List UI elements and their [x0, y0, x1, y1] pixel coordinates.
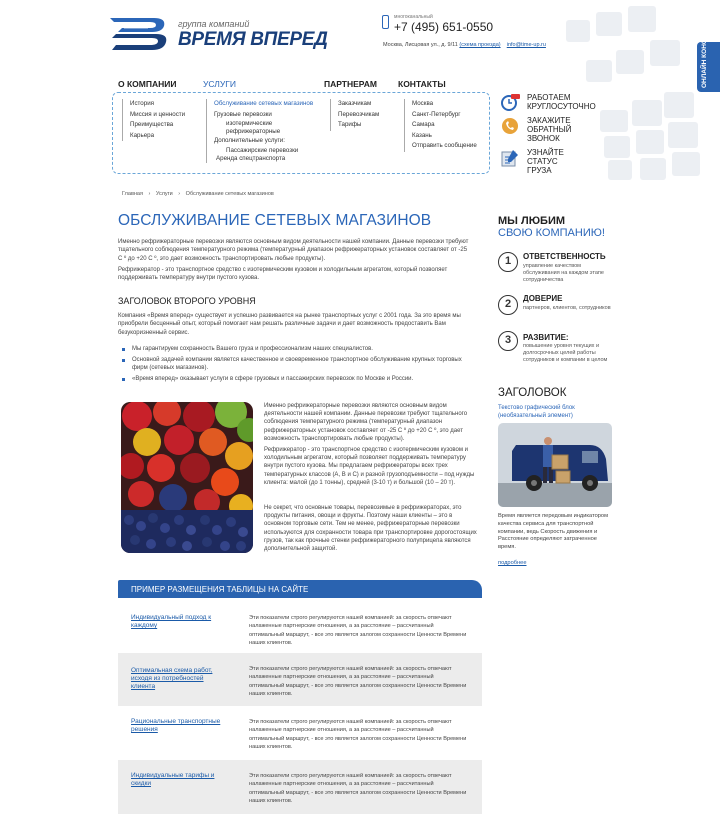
photo-paragraph-2: Рефрижератор - это транспортное средство с изотермическим кузовом и холодильным агрегатом, который позволяет поддерживать температуру внутри пустого кузова. Мы предлагаем рефрижераторы всех трех температурных классов (А, В и С) и разной грузоподъемности – под нужды клиента: малой (до 1 тонны), средней (3-10 т) и большой (10 – 20 т).	[264, 447, 475, 486]
company-paragraph: Компания «Время вперед» существует и успешно развивается на рынке транспортных услуг с 2001 года. За это время мы приобрели бесценный опыт, который помогает нам решать различные задачи и дает возможность предоставить Вам безукоризненный сервис.	[118, 313, 461, 336]
value-number-badge: 2	[498, 295, 518, 315]
nav-item-advantages[interactable]: Преимущества	[120, 120, 185, 131]
more-link[interactable]: подробнее	[498, 560, 527, 566]
refrigerator-paragraph: Рефрижератор - это транспортное средство с изотермическим кузовом и холодильным агрегатом, который позволяет поддерживать температуру внутри пустого кузова.	[118, 267, 448, 282]
row-link[interactable]: Индивидуальный подход к каждому	[131, 614, 212, 630]
list-item: Мы гарантируем сохранность Вашего груза и профессионализм наших специалистов.	[118, 345, 470, 353]
value-text: управление качеством обслуживания на каждом этапе сотрудничества	[523, 263, 604, 283]
address-text: Москва, Лисцовая ул., д. 9/11	[383, 42, 458, 48]
photo-paragraph-1: Именно рефрижераторные перевозки являются основным видом деятельности нашей компании. Данные перевозки требуют тщательного соблюдения температурного режима (температурный диапазон рефрижераторных установок составляет от -25 С º до +20 С º, это дает возможность транспортировать любые продукты).	[264, 403, 468, 442]
nav-item-cargo[interactable]: Грузовые перевозки	[204, 110, 313, 121]
email-link[interactable]: info@time-up.ru	[506, 42, 546, 48]
fruits-photo	[121, 402, 253, 553]
values-subheading: СВОЮ КОМПАНИЮ!	[498, 227, 605, 239]
nav-partners[interactable]: ПАРТНЕРАМ	[324, 79, 377, 89]
breadcrumb	[122, 191, 278, 197]
map-link[interactable]: (схема проезда)	[459, 42, 501, 48]
value-number-badge: 3	[498, 331, 518, 351]
values-heading: МЫ ЛЮБИМ	[498, 215, 566, 227]
value-text: партнеров, клиентов, сотрудников	[523, 305, 611, 311]
phone-number: +7 (495) 651-0550	[394, 20, 494, 34]
nav-contacts[interactable]: КОНТАКТЫ	[398, 79, 446, 89]
phone-caption: многоканальный	[394, 14, 433, 20]
nav-item-rental[interactable]: Аренда спецтранспорта	[204, 155, 313, 163]
crumb-services[interactable]: Услуги	[155, 191, 173, 197]
crumb-sep: ›	[148, 191, 151, 197]
quick-link-callback-l1: ЗАКАЖИТЕ	[527, 116, 571, 125]
table-row	[118, 760, 482, 814]
row-link[interactable]: Рациональные транспортные решения	[131, 718, 221, 734]
row-link[interactable]: Оптимальная схема работ, исходя из потребностей клиента	[131, 667, 213, 691]
row-link[interactable]: Индивидуальные тарифы и скидки	[131, 772, 215, 788]
logo-icon[interactable]	[108, 14, 170, 54]
quick-link-status-l2: СТАТУС	[527, 157, 558, 166]
nav-col-contacts	[402, 99, 477, 152]
nav-item-career[interactable]: Карьера	[120, 131, 185, 142]
quick-link-status[interactable]	[500, 148, 610, 178]
page-title: ОБСЛУЖИВАНИЕ СЕТЕВЫХ МАГАЗИНОВ	[118, 212, 432, 229]
value-title: ОТВЕТСТВЕННОСТЬ	[523, 252, 606, 261]
photo-paragraph-3: Не секрет, что основные товары, перевозимые в рефрижераторах, это продукты питания, овощи и фрукты. Поэтому наши клиенты – это в основном торговые сети. Тем не менее, рефрижераторные перевозки используются для сохранности товара при транспортировке дорогостоящих грузов, так как прочные стенки рефрижераторного полуприцепа являются дополнительной защитой.	[264, 505, 477, 553]
phone-callback-icon	[500, 116, 520, 134]
nav-item-isothermal[interactable]: изотермические	[204, 120, 313, 128]
nav-item-samara[interactable]: Самара	[402, 120, 477, 131]
nav-item-kazan[interactable]: Казань	[402, 131, 477, 142]
value-title: РАЗВИТИЕ:	[523, 333, 569, 342]
row-text: Эти показатели строго регулируются нашей компанией: за скорость отвечают налаженные партнерские отношения, а за расстояние – рассчитанный оптимальный маршрут, - все это является залогом сохранности Ценности Времени наших клиентов.	[249, 666, 467, 697]
row-text: Эти показатели строго регулируются нашей компанией: за скорость отвечают налаженные партнерские отношения, а за расстояние – рассчитанный оптимальный маршрут, - все это является залогом сохранности Ценности Времени наших клиентов.	[249, 773, 467, 804]
table-row	[118, 598, 482, 653]
nav-item-tariffs[interactable]: Тарифы	[328, 120, 379, 131]
nav-item-customers[interactable]: Заказчикам	[328, 99, 379, 110]
nav-item-spb[interactable]: Санкт-Петербург	[402, 110, 477, 121]
cargo-status-icon	[500, 148, 520, 166]
nav-item-chain-stores[interactable]: Обслуживание сетевых магазинов	[204, 99, 313, 110]
quick-link-status-l1: УЗНАЙТЕ	[527, 148, 564, 157]
list-item: Основной задачей компании является качественное и своевременное транспортное обслуживание крупных торговых фирм (сетевых магазинов).	[118, 356, 470, 373]
nav-col-services	[204, 99, 313, 163]
nav-item-refrigerated[interactable]: рефрижераторные	[204, 128, 313, 136]
clock-24-icon	[500, 93, 520, 111]
quick-link-24h-l1: РАБОТАЕМ	[527, 93, 571, 102]
van-photo	[498, 423, 612, 507]
quick-link-24h[interactable]	[500, 93, 610, 115]
nav-item-send-message[interactable]: Отправить сообщение	[402, 141, 477, 152]
aside-paragraph: Время является передовым индикатором качества сервиса для транспортной компании, ведь Скорость движения и Расстояние определяют затраченное время.	[498, 513, 609, 551]
row-text: Эти показатели строго регулируются нашей компанией: за скорость отвечают налаженные партнерские отношения, а за расстояние – рассчитанный оптимальный маршрут, - все это является залогом сохранности Ценности Времени наших клиентов.	[249, 615, 467, 646]
list-item: «Время вперед» оказывает услуги в сфере грузовых и пассажирских перевозок по Москве и России.	[118, 375, 470, 383]
quick-link-24h-l2: КРУГЛОСУТОЧНО	[527, 102, 596, 111]
nav-item-passenger[interactable]: Пассажирские перевозки	[204, 147, 313, 155]
bullet-list	[118, 345, 470, 386]
nav-col-partners	[328, 99, 379, 131]
crumb-sep: ›	[178, 191, 181, 197]
nav-item-history[interactable]: История	[120, 99, 185, 110]
logo-subtitle: группа компаний	[178, 19, 250, 29]
crumb-home[interactable]: Главная	[122, 191, 143, 197]
online-consultant-label: ОНЛАЙН КОНСУЛЬТАНТ	[701, 10, 708, 88]
nav-item-mission[interactable]: Миссия и ценности	[120, 110, 185, 121]
nav-item-moscow[interactable]: Москва	[402, 99, 477, 110]
value-title: ДОВЕРИЕ	[523, 294, 563, 303]
online-consultant-tab[interactable]	[697, 10, 720, 92]
nav-services[interactable]: УСЛУГИ	[203, 79, 236, 89]
quick-link-callback-l2: ОБРАТНЫЙ	[527, 125, 572, 134]
nav-about[interactable]: О КОМПАНИИ	[118, 79, 177, 89]
address	[383, 42, 546, 48]
mobile-phone-icon	[382, 15, 389, 29]
nav-item-carriers[interactable]: Перевозчикам	[328, 110, 379, 121]
table-row	[118, 706, 482, 760]
table-row	[118, 653, 482, 706]
value-text: повышение уровня текущих и долгосрочных целей работы сотрудников и компании в целом	[523, 343, 608, 363]
crumb-current: Обслуживание сетевых магазинов	[185, 191, 274, 197]
section-heading: ЗАГОЛОВОК ВТОРОГО УРОВНЯ	[118, 296, 256, 306]
quick-link-status-l3: ГРУЗА	[527, 166, 552, 175]
value-number-badge: 1	[498, 252, 518, 272]
quick-link-callback-l3: ЗВОНОК	[527, 134, 560, 143]
aside-subheading: Текстово графический блок (необязательный элемент)	[498, 405, 575, 419]
aside-heading: ЗАГОЛОВОК	[498, 387, 567, 399]
row-text: Эти показатели строго регулируются нашей компанией: за скорость отвечают налаженные партнерские отношения, а за расстояние – рассчитанный оптимальный маршрут, - все это является залогом сохранности Ценности Времени наших клиентов.	[249, 719, 467, 750]
quick-link-callback[interactable]	[500, 116, 610, 146]
nav-item-extra[interactable]: Дополнительные услуги:	[204, 136, 313, 147]
logo-name[interactable]: ВРЕМЯ ВПЕРЕД	[178, 29, 328, 50]
intro-paragraph: Именно рефрижераторные перевозки являются основным видом деятельности нашей компании. Данные перевозки требуют тщательного соблюдения температурного режима (температурный диапазон рефрижераторных установок составляет от -25 С º до +20 С º, это дает возможность транспортировать любые продукты).	[118, 239, 469, 262]
nav-col-about	[120, 99, 185, 141]
table-header: ПРИМЕР РАЗМЕЩЕНИЯ ТАБЛИЦЫ НА САЙТЕ	[118, 580, 482, 598]
